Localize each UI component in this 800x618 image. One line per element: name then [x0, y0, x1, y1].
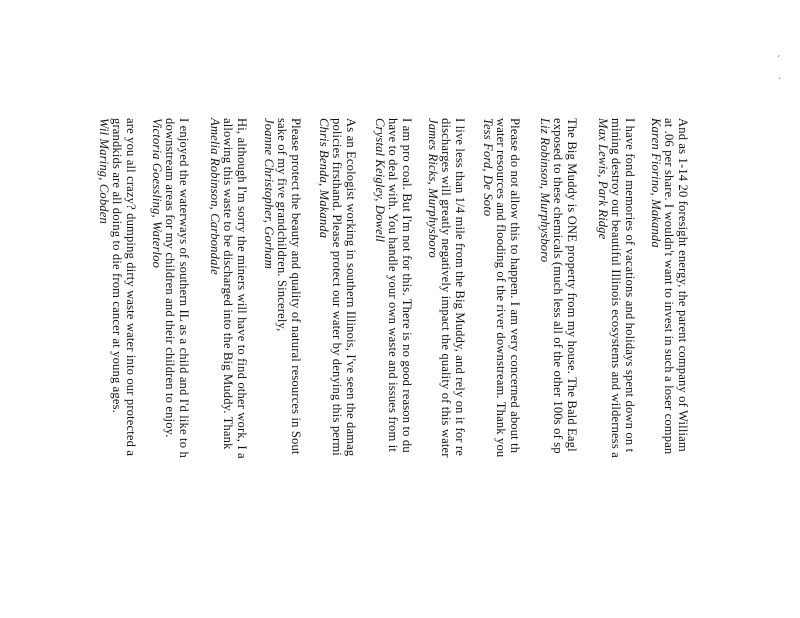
scan-speck: ˊ — [777, 55, 781, 66]
comment-line: As an Ecologist working in southern Illinois, I've seen the damag — [344, 118, 358, 457]
signature: Max Lewis, Park Ridge — [595, 118, 610, 240]
comment-entry — [207, 118, 248, 618]
signature: Wil Maring, Cobden — [96, 118, 111, 224]
comment-line: allowing this waste to be discharged into the Big Muddy. Thank — [221, 118, 236, 450]
scan-speck: ˊ — [778, 77, 782, 88]
comment-line: Please protect the beauty and quality of natural resources in Sout — [289, 118, 303, 455]
comment-line: mining destroy our beautiful Illinois ecosystems and wilderness a — [609, 118, 624, 458]
comment-line: I enjoyed the waterways of southern IL as a child and I'd like to h — [177, 118, 191, 458]
comment-entry — [96, 118, 137, 618]
comment-line: Please do not allow this to happen. I am very concerned about th — [508, 118, 522, 454]
comment-line: policies firsthand. Please protect our water by denying this permi — [330, 118, 345, 456]
comment-line: grandkids are all doing to die from cancer at young ages. — [110, 118, 125, 413]
comment-line: discharges will greatly negatively impact the quality of this water — [439, 118, 454, 458]
comment-entry — [648, 118, 689, 618]
comment-line: I am pro coal. But I'm not for this. There is no good reason to du — [400, 118, 414, 453]
comment-entry — [316, 118, 357, 618]
comment-entry — [261, 118, 302, 618]
comment-line: are you all crazy? dumping dirty waste water into our protected a — [124, 118, 138, 457]
signature: Crystal Keigley, Dowell — [372, 118, 387, 243]
comment-line: I have fond memories of vacations and holidays spent down on t — [623, 118, 637, 453]
comment-line: I live less than 1/4 mile from the Big Muddy, and rely on it for re — [453, 118, 467, 457]
comment-entry — [537, 118, 578, 618]
comment-line: Hi, although I'm sorry the miners will have to find other work, I a — [235, 118, 249, 459]
comment-line: at .06 per share. I wouldn't want to invest in such a loser compan — [662, 118, 677, 455]
comment-entry — [425, 118, 466, 618]
comment-line: downstream areas for my children and their children to enjoy. — [163, 118, 178, 438]
signature: James Ricks, Murphysboro — [425, 118, 440, 258]
signature: Liz Robinson, Murphysboro — [537, 118, 552, 263]
comment-line: water resources and flooding of the river downstream. Thank you — [494, 118, 509, 458]
comment-line: The Big Muddy is ONE property from my house. The Bald Eagl — [565, 118, 579, 452]
comment-entry — [595, 118, 636, 618]
signature: Karen Fiorino, Makanda — [648, 118, 663, 248]
comment-line: And as 1-14 20 foresight energy, the parent company of William — [676, 118, 690, 452]
signature: Tess Ford, De Soto — [480, 118, 495, 217]
signature: Joanne Christopher, Gorham — [261, 118, 276, 269]
comment-entry — [480, 118, 521, 618]
comment-line: sake of my five grandchildren. Sincerely, — [275, 118, 290, 332]
signature: Victoria Goessling, Waterloo — [149, 118, 164, 269]
signature: Amelia Robinson, Carbondale — [207, 118, 222, 275]
signature: Chris Benda, Makanda — [316, 118, 331, 239]
comment-line: have to deal with. You handle your own waste and issues from it — [386, 118, 401, 453]
comment-entry — [372, 118, 413, 618]
comment-entry — [149, 118, 190, 618]
comment-line: exposed to these chemicals (much less all of the other 100s of sp — [551, 118, 566, 454]
